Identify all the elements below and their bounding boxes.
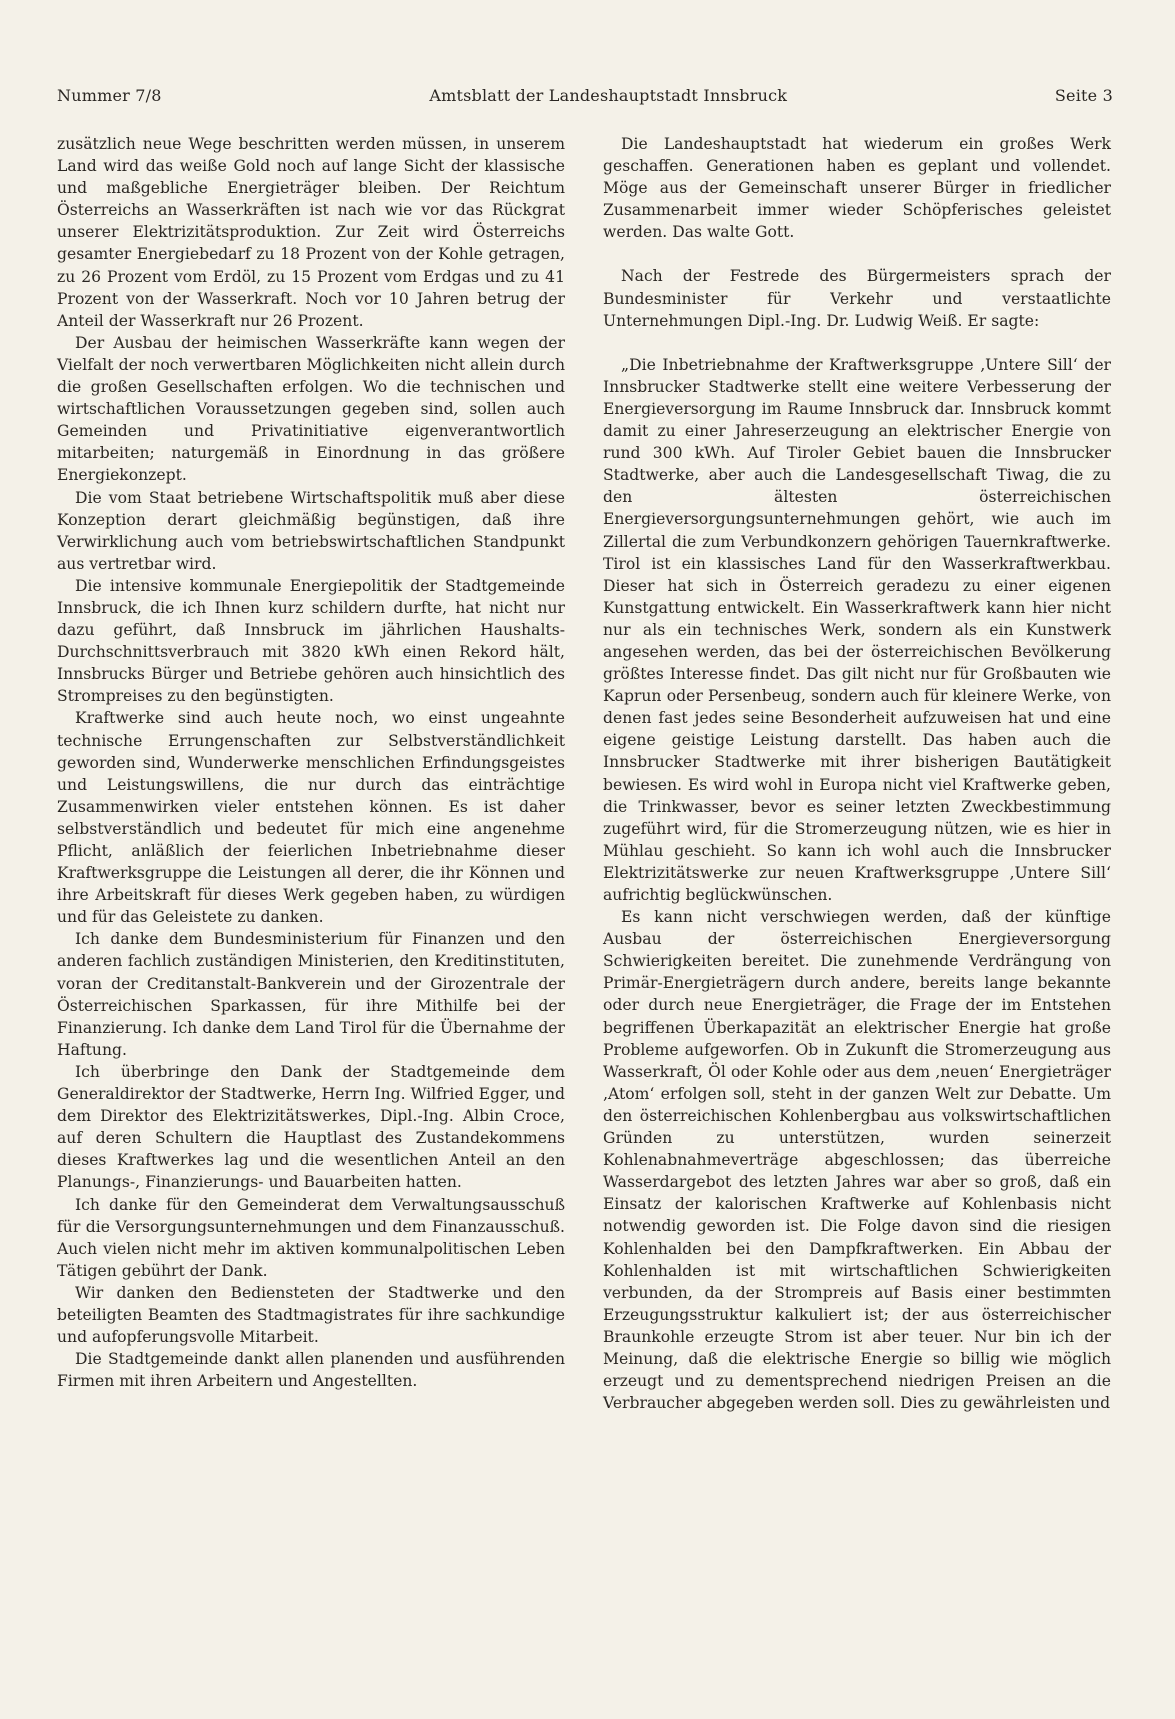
paragraph: Es kann nicht verschwiegen werden, daß der künftige Ausbau der österreichischen Energieversorgung Schwierigkeiten bereitet. Die zunehmende Verdrängung von Primär-Energieträgern durch andere, bereits lange bekannte oder durch neue Energieträger, die Frage der im Entstehen begriffenen Überkapazität an elektrischer Energie hat große Probleme aufgeworfen. Ob in Zukunft die Stromerzeugung aus Wasserkraft, Öl oder Kohle oder aus dem ‚neuen‘ Energieträger ‚Atom‘ erfolgen soll, steht in der ganzen Welt zur Debatte. Um den österreichischen Kohlenbergbau aus volkswirtschaftlichen Gründen zu unterstützen, wurden seinerzeit Kohlenabnahmeverträge abgeschlossen; das überreiche Wasserdargebot des letzten Jahres war aber so groß, daß ein Einsatz der kalorischen Kraftwerke auf Kohlenbasis nicht notwendig geworden ist. Die Folge davon sind die riesigen Kohlenhalden bei den Dampfkraftwerken. Ein Abbau der Kohlenhalden ist mit wirtschaftlichen Schwierigkeiten verbunden, da der Strompreis auf Basis einer bestimmten Erzeugungsstruktur kalkuliert ist; der aus österreichischer Braunkohle erzeugte Strom ist aber teuer. Nur bin ich der Meinung, daß die elektrische Energie so billig wie möglich erzeugt und zu dementsprechend niedrigen Preisen an die Verbraucher abgegeben werden soll. Dies zu gewährleisten und [603, 908, 1111, 1413]
page-header [57, 80, 1113, 110]
paragraph: Ich danke dem Bundesministerium für Finanzen und den anderen fachlich zuständigen Ministerien, den Kreditinstituten, voran der Creditanstalt-Bankverein und der Girozentrale der Österreichischen Sparkassen, für ihre Mithilfe bei der Finanzierung. Ich danke dem Land Tirol für die Übernahme der Haftung. [57, 930, 565, 1059]
paragraph: Die intensive kommunale Energiepolitik der Stadtgemeinde Innsbruck, die ich Ihnen kurz schildern durfte, hat nicht nur dazu geführt, daß Innsbruck im jährlichen Haushalts-Durchschnittsverbrauch mit 3820 kWh einen Rekord hält, Innsbrucks Bürger und Betriebe gehören auch hinsichtlich des Strompreises zu den begünstigten. [57, 576, 565, 706]
paragraph: Wir danken den Bediensteten der Stadtwerke und den beteiligten Beamten des Stadtmagistrates für ihre sachkundige und aufopferungsvolle Mitarbeit. [57, 1283, 565, 1347]
paragraph: Ich danke für den Gemeinderat dem Verwaltungsausschuß für die Versorgungsunternehmungen und dem Finanzausschuß. Auch vielen nicht mehr im aktiven kommunalpolitischen Leben Tätigen gebührt der Dank. [57, 1195, 565, 1280]
publication-title: Amtsblatt der Landeshauptstadt Innsbruck [429, 85, 788, 105]
paragraph: zusätzlich neue Wege beschritten werden müssen, in unserem Land wird das weiße Gold noch auf lange Sicht der klassische und maßgebliche Energieträger bleiben. Der Reichtum Österreichs an Wasserkräften ist nach wie vor das Rückgrat unserer Elektrizitätsproduktion. Zur Zeit wird Österreichs gesamter Energiebedarf zu 18 Prozent von der Kohle getragen, zu 26 Prozent vom Erdöl, zu 15 Prozent vom Erdgas und zu 41 Prozent von der Wasserkraft. Noch vor 10 Jahren betrug der Anteil der Wasserkraft nur 26 Prozent. [57, 135, 565, 330]
paragraph: Ich überbringe den Dank der Stadtgemeinde dem Generaldirektor der Stadtwerke, Herrn Ing. Wilfried Egger, und dem Direktor des Elektrizitätswerkes, Dipl.-Ing. Albin Croce, auf deren Schultern die Hauptlast des Zustandekommens dieses Kraftwerkes lag und die wesentlichen Anteil an den Planungs-, Finanzierungs- und Bauarbeiten hatten. [57, 1062, 565, 1192]
article-columns [57, 133, 1111, 1693]
issue-number: Nummer 7/8 [57, 85, 162, 105]
paragraph: „Die Inbetriebnahme der Kraftwerksgruppe ‚Untere Sill‘ der Innsbrucker Stadtwerke stellt eine weitere Verbesserung der Energieversorgung im Raume Innsbruck dar. Innsbruck kommt damit zu einer Jahreserzeugung an elektrischer Energie von rund 300 kWh. Auf Tiroler Gebiet bauen die Innsbrucker Stadtwerke, aber auch die Landesgesellschaft Tiwag, die zu den ältesten österreichischen Energieversorgungsunternehmungen gehört, wie auch im Zillertal die zum Verbundkonzern gehörigen Tauernkraftwerke. Tirol ist ein klassisches Land für den Wasserkraftwerkbau. Dieser hat sich in Österreich geradezu zu einer eigenen Kunstgattung entwickelt. Ein Wasserkraftwerk kann hier nicht nur als ein technisches Werk, sondern als ein Kunstwerk angesehen werden, das bei der österreichischen Bevölkerung größtes Interesse findet. Das gilt nicht nur für Großbauten wie Kaprun oder Persenbeug, sondern auch für kleinere Werke, von denen fast jedes seine Besonderheit aufzuweisen hat und eine eigene geistige Leistung darstellt. Das haben auch die Innsbrucker Stadtwerke mit ihrer bisherigen Bautätigkeit bewiesen. Es wird wohl in Europa nicht viel Kraftwerke geben, die Trinkwasser, bevor es seiner letzten Zweckbestimmung zugeführt wird, für die Stromerzeugung nützen, wie es hier in Mühlau geschieht. So kann ich wohl auch die Innsbrucker Elektrizitätswerke zur neuen Kraftwerksgruppe ‚Untere Sill‘ aufrichtig beglückwünschen. [603, 355, 1111, 904]
paragraph: Kraftwerke sind auch heute noch, wo einst ungeahnte technische Errungenschaften zur Selbstverständlichkeit geworden sind, Wunderwerke menschlichen Erfindungsgeistes und Leistungswillens, die nur durch das einträchtige Zusammenwirken vieler entstehen können. Es ist daher selbstverständlich und bedeutet für mich eine angenehme Pflicht, anläßlich der feierlichen Inbetriebnahme dieser Kraftwerksgruppe die Leistungen all derer, die ihr Können und ihre Arbeitskraft für dieses Werk gegeben haben, zu würdigen und für das Geleistete zu danken. [57, 709, 565, 927]
right-column [603, 133, 1111, 1693]
paragraph: Die Landeshauptstadt hat wiederum ein großes Werk geschaffen. Generationen haben es geplant und vollendet. Möge aus der Gemeinschaft unserer Bürger in friedlicher Zusammenarbeit immer wieder Schöpferisches geleistet werden. Das walte Gott. [603, 135, 1111, 242]
paragraph: Die Stadtgemeinde dankt allen planenden und ausführenden Firmen mit ihren Arbeitern und Angestellten. [57, 1350, 565, 1391]
paragraph: Die vom Staat betriebene Wirtschaftspolitik muß aber diese Konzeption derart gleichmäßig begünstigen, daß ihre Verwirklichung auch vom betriebswirtschaftlichen Standpunkt aus vertretbar wird. [57, 488, 565, 573]
paragraph: Nach der Festrede des Bürgermeisters sprach der Bundesminister für Verkehr und verstaatlichte Unternehmungen Dipl.-Ing. Dr. Ludwig Weiß. Er sagte: [603, 267, 1111, 330]
page-number: Seite 3 [1054, 85, 1113, 105]
left-column [57, 133, 565, 1693]
paragraph: Der Ausbau der heimischen Wasserkräfte kann wegen der Vielfalt der noch verwertbaren Möglichkeiten nicht allein durch die großen Gesellschaften erfolgen. Wo die technischen und wirtschaftlichen Voraussetzungen gegeben sind, sollen auch Gemeinden und Privatinitiative eigenverantwortlich mitarbeiten; naturgemäß in Einordnung in das größere Energiekonzept. [57, 333, 565, 485]
